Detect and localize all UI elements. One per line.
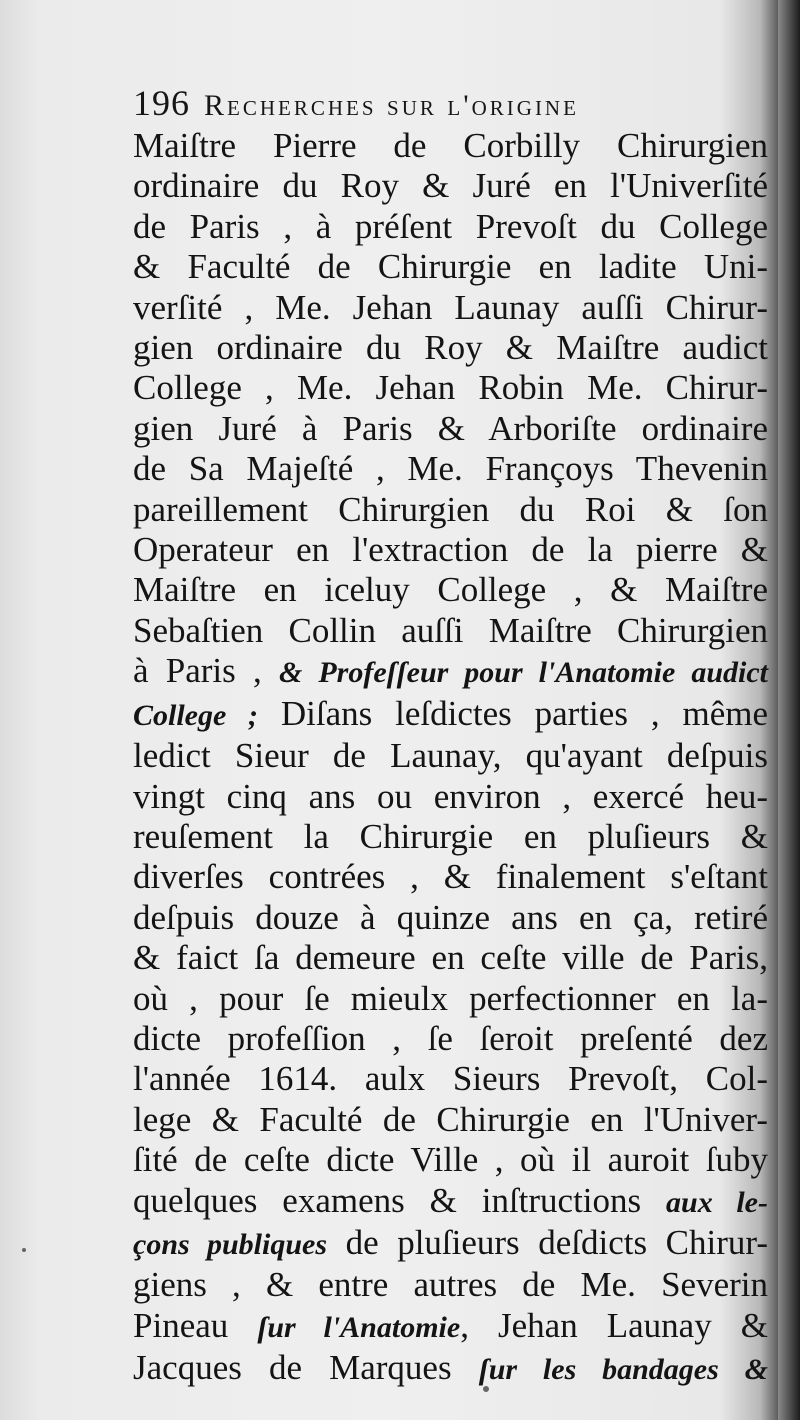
text-line: quelques examens & inſtructions aux le- — [133, 1180, 768, 1220]
text-line: ordinaire du Roy & Juré en l'Univerſité — [133, 166, 768, 206]
text-line: où , pour ſe mieulx perfectionner en la- — [133, 978, 768, 1018]
italic-text: College ; — [133, 698, 258, 732]
text-line: de Sa Majeſté , Me. Françoys Thevenin — [133, 449, 768, 489]
text-line: Jacques de Marques ſur les bandages & — [133, 1348, 768, 1388]
text-line: College ; Diſans leſdictes parties , même — [133, 693, 768, 733]
text-line: à Paris , & Profeſſeur pour l'Anatomie audict — [133, 651, 768, 691]
italic-text: çons publiques — [133, 1227, 328, 1261]
book-gutter — [778, 0, 800, 1420]
text-line: & faict ſa demeure en ceſte ville de Paris, — [133, 938, 768, 978]
running-head: Recherches sur l'origine — [204, 89, 579, 122]
text-line: diverſes contrées , & finalement s'eſtant — [133, 857, 768, 897]
text-line: Sebaſtien Collin auſſi Maiſtre Chirurgien — [133, 610, 768, 650]
page-header — [133, 82, 773, 124]
text-line: ſité de ceſte dicte Ville , où il auroit ſuby — [133, 1140, 768, 1180]
page-number: 196 — [133, 83, 190, 123]
text-line: pareillement Chirurgien du Roi & ſon — [133, 489, 768, 529]
text-line: verſité , Me. Jehan Launay auſſi Chirur- — [133, 287, 768, 327]
text-line: çons publiques de pluſieurs deſdicts Chirur- — [133, 1222, 768, 1262]
text-line: deſpuis douze à quinze ans en ça, retiré — [133, 897, 768, 937]
ink-spot — [483, 1386, 489, 1392]
text-line: gien ordinaire du Roy & Maiſtre audict — [133, 328, 768, 368]
italic-text: aux le- — [666, 1185, 768, 1219]
text-line: College , Me. Jehan Robin Me. Chirur- — [133, 368, 768, 408]
text-line: Maiſtre en iceluy College , & Maiſtre — [133, 570, 768, 610]
text-line: de Paris , à préſent Prevoſt du College — [133, 206, 768, 246]
text-line: lege & Faculté de Chirurgie en l'Univer- — [133, 1099, 768, 1139]
italic-text: ſur les bandages & — [478, 1353, 768, 1387]
text-line: Pineau ſur l'Anatomie, Jehan Launay & — [133, 1305, 768, 1345]
text-line: reuſement la Chirurgie en pluſieurs & — [133, 816, 768, 856]
text-line: l'année 1614. aulx Sieurs Prevoſt, Col- — [133, 1059, 768, 1099]
italic-text: & Profeſſeur pour l'Anatomie audict — [279, 656, 768, 690]
text-line: Operateur en l'extraction de la pierre & — [133, 530, 768, 570]
text-line: vingt cinq ans ou environ , exercé heu- — [133, 776, 768, 816]
italic-text: ſur l'Anatomie — [257, 1310, 461, 1344]
text-line: ledict Sieur de Launay, qu'ayant deſpuis — [133, 736, 768, 776]
text-line: giens , & entre autres de Me. Severin — [133, 1265, 768, 1305]
text-line: gien Juré à Paris & Arboriſte ordinaire — [133, 408, 768, 448]
text-line: Maiſtre Pierre de Corbilly Chirurgien — [133, 126, 768, 165]
text-line: dicte profeſſion , ſe ſeroit preſenté dez — [133, 1018, 768, 1058]
ink-spot — [22, 1248, 26, 1252]
text-line: & Faculté de Chirurgie en ladite Uni- — [133, 247, 768, 287]
body-text — [133, 126, 768, 1391]
